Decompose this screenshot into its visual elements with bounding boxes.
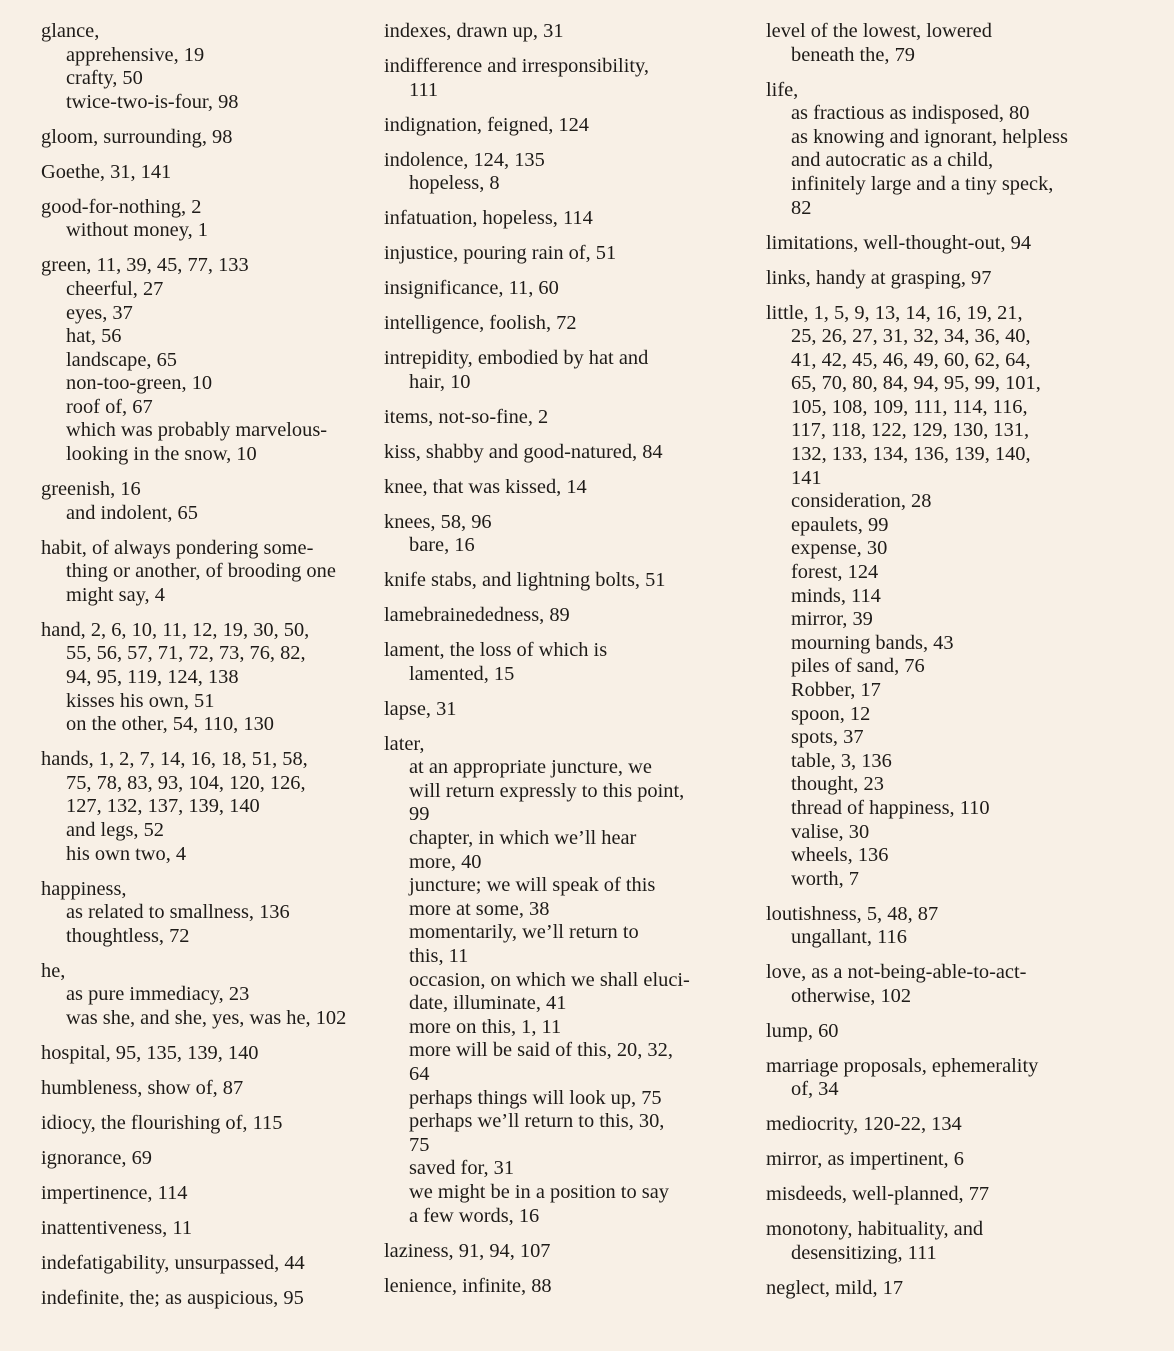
index-entry: [384, 604, 766, 628]
index-heading: mirror, as impertinent, 6: [766, 1148, 964, 1171]
index-subentry: valise, 30: [791, 820, 870, 843]
index-subentry: piles of sand, 76: [791, 655, 925, 678]
index-subentry: looking in the snow, 10: [66, 443, 257, 466]
index-subentry: thoughtless, 72: [66, 924, 190, 947]
index-subentry: and indolent, 65: [66, 501, 198, 524]
index-entry: [384, 277, 766, 301]
index-subentry: mourning bands, 43: [791, 631, 954, 654]
index-continuation: 41, 42, 45, 46, 49, 60, 62, 64,: [791, 348, 1031, 371]
index-subentry: chapter, in which we’ll hear: [409, 827, 637, 850]
index-subentry: will return expressly to this point,: [409, 779, 685, 802]
index-heading: indignation, feigned, 124: [384, 113, 590, 136]
index-heading: lapse, 31: [384, 697, 457, 720]
index-subentry: as related to smallness, 136: [66, 901, 290, 924]
index-continuation: of, 34: [791, 1078, 839, 1101]
index-heading: hands, 1, 2, 7, 14, 16, 18, 51, 58,: [41, 748, 308, 771]
index-subentry: momentarily, we’ll return to: [409, 921, 639, 944]
index-entry: [41, 537, 383, 608]
index-subentry: more on this, 1, 11: [409, 1015, 562, 1038]
index-heading: indolence, 124, 135: [384, 148, 545, 171]
index-heading: intrepidity, embodied by hat and: [384, 347, 649, 370]
index-heading: intelligence, foolish, 72: [384, 312, 577, 335]
index-subentry: landscape, 65: [66, 348, 177, 371]
index-subentry: more will be said of this, 20, 32,: [409, 1039, 673, 1062]
index-subentry: and legs, 52: [66, 818, 164, 841]
index-heading: happiness,: [41, 877, 127, 900]
index-subentry: 99: [409, 803, 430, 826]
index-continuation: 25, 26, 27, 31, 32, 34, 36, 40,: [791, 325, 1031, 348]
index-heading: infatuation, hopeless, 114: [384, 207, 593, 230]
index-subentry: was she, and she, yes, was he, 102: [66, 1006, 347, 1029]
index-heading: limitations, well-thought-out, 94: [766, 231, 1032, 254]
index-heading: hand, 2, 6, 10, 11, 12, 19, 30, 50,: [41, 618, 310, 641]
index-entry: [384, 20, 766, 44]
index-entry: [41, 196, 383, 243]
index-heading: greenish, 16: [41, 478, 141, 501]
index-entry: [41, 1042, 383, 1066]
index-entry: [384, 55, 766, 102]
index-entry: [766, 302, 1133, 892]
index-entry: [41, 748, 383, 866]
index-heading: indexes, drawn up, 31: [384, 20, 564, 42]
index-heading: love, as a not-being-able-to-act-: [766, 961, 1027, 984]
index-heading: lament, the loss of which is: [384, 639, 608, 662]
index-heading: gloom, surrounding, 98: [41, 125, 233, 148]
index-heading: items, not-so-fine, 2: [384, 405, 549, 428]
index-entry: [766, 232, 1133, 256]
index-subentry: infinitely large and a tiny speck,: [791, 172, 1054, 195]
index-heading: neglect, mild, 17: [766, 1276, 904, 1299]
index-heading: misdeeds, well-planned, 77: [766, 1183, 990, 1206]
index-heading: monotony, habituality, and: [766, 1218, 984, 1241]
index-heading: indefinite, the; as auspicious, 95: [41, 1286, 304, 1309]
index-entry: [384, 114, 766, 138]
index-heading: kiss, shabby and good-natured, 84: [384, 440, 663, 463]
index-continuation: might say, 4: [66, 583, 165, 606]
index-subentry: saved for, 31: [409, 1157, 515, 1180]
index-entry: [384, 1275, 766, 1299]
index-subentry: and autocratic as a child,: [791, 149, 994, 172]
index-continuation: 111: [409, 78, 439, 101]
index-continuation: 127, 132, 137, 139, 140: [66, 795, 260, 818]
index-heading: indefatigability, unsurpassed, 44: [41, 1251, 305, 1274]
index-entry: [41, 126, 383, 150]
index-entry: [384, 698, 766, 722]
index-subentry: bare, 16: [409, 534, 475, 557]
index-heading: indifference and irresponsibility,: [384, 54, 649, 77]
index-subentry: Robber, 17: [791, 679, 881, 701]
index-subentry: date, illuminate, 41: [409, 992, 567, 1015]
index-entry: [41, 878, 383, 949]
index-heading: insignificance, 11, 60: [384, 277, 559, 300]
index-entry: [766, 1218, 1133, 1265]
index-continuation: desensitizing, 111: [791, 1242, 937, 1264]
index-continuation: 55, 56, 57, 71, 72, 73, 76, 82,: [66, 642, 306, 665]
index-subentry: twice-two-is-four, 98: [66, 90, 239, 113]
index-heading: ignorance, 69: [41, 1146, 152, 1169]
index-heading: laziness, 91, 94, 107: [384, 1239, 551, 1262]
index-subentry: mirror, 39: [791, 608, 873, 631]
index-subentry: spots, 37: [791, 726, 864, 749]
index-subentry: cheerful, 27: [66, 277, 164, 300]
index-subentry: more, 40: [409, 850, 482, 873]
index-subentry: non-too-green, 10: [66, 372, 213, 395]
index-entry: [766, 79, 1133, 221]
index-heading: impertinence, 114: [41, 1181, 188, 1204]
index-subentry: his own two, 4: [66, 842, 187, 865]
index-entry: [41, 1287, 383, 1311]
index-entry: [384, 312, 766, 336]
index-entry: [384, 476, 766, 500]
index-entry: [766, 1020, 1133, 1044]
index-subentry: minds, 114: [791, 584, 881, 607]
index-subentry: kisses his own, 51: [66, 689, 215, 712]
index-subentry: table, 3, 136: [791, 749, 892, 772]
index-heading: inattentiveness, 11: [41, 1216, 193, 1239]
index-entry: [384, 511, 766, 558]
index-subentry: roof of, 67: [66, 395, 153, 418]
index-subentry: forest, 124: [791, 561, 879, 584]
index-continuation: hair, 10: [409, 370, 471, 393]
index-heading: knee, that was kissed, 14: [384, 475, 587, 498]
index-subentry: wheels, 136: [791, 844, 889, 867]
index-entry: [766, 1148, 1133, 1172]
index-column-3: [766, 20, 1133, 1351]
index-continuation: thing or another, of brooding one: [66, 560, 336, 583]
index-continuation: 105, 108, 109, 111, 114, 116,: [791, 395, 1028, 418]
index-entry: [41, 254, 383, 466]
index-continuation: otherwise, 102: [791, 984, 912, 1007]
index-entry: [766, 1113, 1133, 1137]
index-continuation: 75, 78, 83, 93, 104, 120, 126,: [66, 771, 306, 794]
index-heading: Goethe, 31, 141: [41, 160, 172, 183]
index-subentry: at an appropriate juncture, we: [409, 756, 652, 779]
index-heading: habit, of always pondering some-: [41, 536, 314, 559]
index-entry: [766, 961, 1133, 1008]
index-subentry: thought, 23: [791, 773, 884, 796]
index-subentry: hat, 56: [66, 325, 122, 348]
index-entry: [384, 1240, 766, 1264]
index-heading: idiocy, the flourishing of, 115: [41, 1111, 283, 1134]
index-heading: he,: [41, 959, 66, 982]
index-entry: [384, 441, 766, 465]
index-heading: hospital, 95, 135, 139, 140: [41, 1041, 259, 1064]
index-subentry: juncture; we will speak of this: [409, 874, 656, 897]
index-heading: lamebrainededness, 89: [384, 604, 570, 627]
index-entry: [41, 1252, 383, 1276]
index-subentry: which was probably marvelous-: [66, 419, 328, 442]
index-heading: level of the lowest, lowered: [766, 20, 992, 42]
index-subentry: perhaps we’ll return to this, 30,: [409, 1110, 665, 1133]
index-subentry: we might be in a position to say: [409, 1180, 669, 1203]
index-subentry: more at some, 38: [409, 897, 550, 920]
index-continuation: beneath the, 79: [791, 43, 915, 66]
index-entry: [384, 639, 766, 686]
index-heading: glance,: [41, 20, 100, 42]
index-entry: [766, 1055, 1133, 1102]
index-entry: [41, 1112, 383, 1136]
index-column-2: [383, 20, 766, 1351]
index-entry: [766, 267, 1133, 291]
index-entry: [41, 161, 383, 185]
index-subentry: epaulets, 99: [791, 513, 889, 536]
index-entry: [384, 569, 766, 593]
index-entry: [41, 1217, 383, 1241]
index-continuation: lamented, 15: [409, 662, 515, 685]
index-continuation: 117, 118, 122, 129, 130, 131,: [791, 419, 1030, 442]
index-subentry: 75: [409, 1133, 430, 1156]
index-entry: [384, 733, 766, 1228]
index-subentry: apprehensive, 19: [66, 43, 205, 66]
index-entry: [41, 619, 383, 737]
index-continuation: 94, 95, 119, 124, 138: [66, 665, 239, 688]
index-continuation: 132, 133, 134, 136, 139, 140,: [791, 443, 1031, 466]
index-subentry: perhaps things will look up, 75: [409, 1086, 662, 1109]
index-entry: [766, 1277, 1133, 1301]
index-subentry: without money, 1: [66, 219, 208, 242]
index-subentry: eyes, 37: [66, 301, 133, 324]
index-entry: [41, 478, 383, 525]
index-heading: little, 1, 5, 9, 13, 14, 16, 19, 21,: [766, 301, 1023, 324]
index-subentry: thread of happiness, 110: [791, 796, 990, 819]
index-subentry: consideration, 28: [791, 490, 932, 513]
index-entry: [766, 1183, 1133, 1207]
index-entry: [41, 20, 383, 114]
index-continuation: 65, 70, 80, 84, 94, 95, 99, 101,: [791, 372, 1041, 395]
index-entry: [766, 20, 1133, 67]
index-heading: injustice, pouring rain of, 51: [384, 242, 617, 265]
index-continuation: 141: [791, 466, 822, 489]
index-subentry: as pure immediacy, 23: [66, 983, 250, 1006]
index-subentry: spoon, 12: [791, 702, 871, 725]
index-heading: later,: [384, 732, 425, 755]
index-subentry: as fractious as indisposed, 80: [791, 102, 1030, 125]
index-column-1: [0, 20, 383, 1351]
index-entry: [41, 1147, 383, 1171]
index-subentry: crafty, 50: [66, 67, 143, 90]
index-subentry: worth, 7: [791, 867, 859, 890]
index-subentry: on the other, 54, 110, 130: [66, 713, 274, 736]
index-heading: links, handy at grasping, 97: [766, 266, 992, 289]
index-entry: [766, 903, 1133, 950]
index-entry: [41, 1077, 383, 1101]
index-entry: [41, 1182, 383, 1206]
index-subentry: as knowing and ignorant, helpless: [791, 125, 1068, 148]
index-heading: mediocrity, 120-22, 134: [766, 1113, 962, 1136]
index-heading: life,: [766, 78, 799, 101]
index-heading: green, 11, 39, 45, 77, 133: [41, 254, 249, 277]
index-heading: marriage proposals, ephemerality: [766, 1054, 1039, 1077]
index-subentry: 64: [409, 1063, 430, 1086]
index-heading: knife stabs, and lightning bolts, 51: [384, 569, 666, 592]
index-subentry: expense, 30: [791, 537, 888, 560]
index-entry: [384, 347, 766, 394]
index-heading: knees, 58, 96: [384, 510, 492, 533]
index-heading: good-for-nothing, 2: [41, 195, 202, 218]
index-entry: [384, 207, 766, 231]
index-subentry: ungallant, 116: [791, 926, 907, 949]
index-heading: loutishness, 5, 48, 87: [766, 902, 939, 925]
index-entry: [384, 406, 766, 430]
index-entry: [41, 960, 383, 1031]
index-heading: lenience, infinite, 88: [384, 1274, 552, 1297]
index-entry: [384, 242, 766, 266]
index-subentry: hopeless, 8: [409, 172, 500, 195]
index-entry: [384, 149, 766, 196]
index-subentry: 82: [791, 196, 812, 219]
index-subentry: this, 11: [409, 945, 469, 968]
index-heading: humbleness, show of, 87: [41, 1076, 244, 1099]
index-heading: lump, 60: [766, 1019, 839, 1042]
index-subentry: occasion, on which we shall eluci-: [409, 968, 690, 991]
index-subentry: a few words, 16: [409, 1204, 540, 1227]
